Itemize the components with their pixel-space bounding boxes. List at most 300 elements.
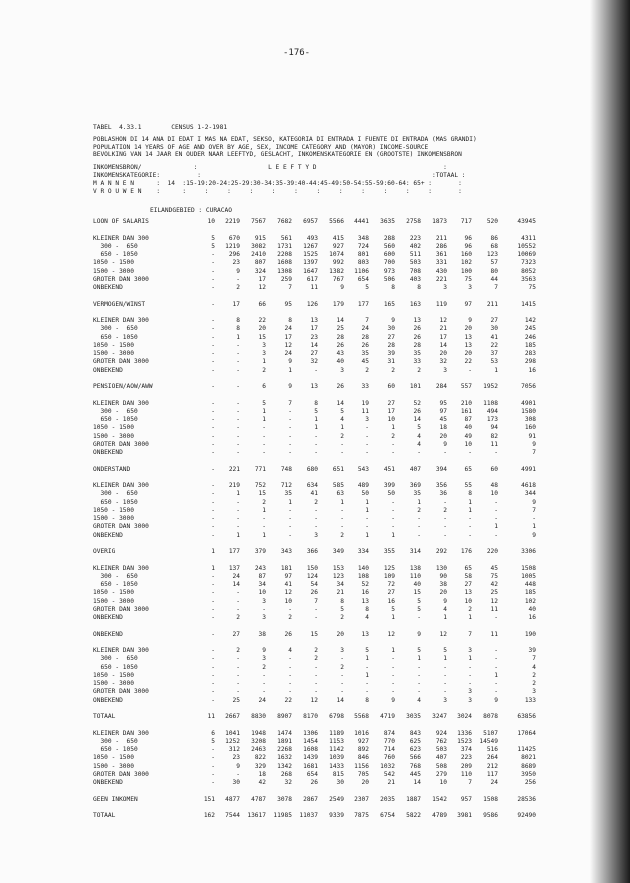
table-cell: 1 — [468, 614, 472, 621]
table-cell: 17 — [387, 407, 395, 415]
table-cell: - — [391, 680, 395, 687]
table-cell: 17 — [232, 300, 240, 308]
table-cell: 2 — [417, 506, 421, 514]
table-row — [93, 565, 563, 573]
table-cell: 8170 — [303, 713, 318, 720]
table-cell: 12 — [284, 341, 292, 349]
table-cell: 11 — [361, 407, 369, 415]
table-cell: 102 — [524, 597, 536, 605]
table-cell: 361 — [435, 251, 447, 258]
table-cell: 11 — [310, 284, 318, 291]
table-cell: 1106 — [354, 267, 369, 275]
table-cell: 2208 — [277, 251, 292, 258]
table-cell: - — [365, 688, 369, 696]
table-cell: 1632 — [277, 754, 292, 762]
table-cell: - — [236, 655, 240, 663]
table-row — [93, 532, 563, 540]
table-cell: - — [494, 531, 498, 539]
row-label: VERMOGEN/WINST — [93, 300, 146, 308]
table-cell: 3 — [314, 531, 318, 539]
table-cell: - — [314, 366, 318, 374]
table-cell: - — [494, 688, 498, 696]
table-cell: 1 — [417, 655, 421, 663]
table-cell: 10 — [439, 779, 447, 786]
table-cell: 3 — [443, 366, 447, 374]
table-cell: 8907 — [277, 713, 292, 720]
table-cell: 1731 — [277, 242, 292, 250]
table-cell: 4 — [288, 647, 292, 654]
table-row — [93, 251, 563, 259]
table-cell: 7 — [288, 399, 292, 407]
table-cell: 927 — [357, 737, 369, 745]
page-number: -176- — [283, 48, 311, 58]
table-cell: 140 — [357, 564, 369, 572]
table-cell: - — [365, 424, 369, 432]
table-cell: 1 — [365, 498, 369, 506]
table-row — [93, 738, 563, 746]
table-cell: 1525 — [303, 251, 318, 258]
table-cell: - — [391, 498, 395, 506]
table-cell: 815 — [332, 770, 344, 778]
row-label: 1500 - 3000 — [93, 680, 134, 687]
area-label: EILANDGEBIED : CURACAO — [150, 207, 232, 214]
column-header-line: M A N N E N : 14 :15-19:20-24:25-29:30-34:35-39:40-44:45-49:50-54:55-59:60-64: 65+ : : — [93, 180, 462, 187]
table-row — [93, 523, 563, 531]
table-cell: 10069 — [517, 251, 536, 258]
table-cell: - — [391, 671, 395, 679]
table-cell: 223 — [460, 754, 472, 762]
table-cell: - — [211, 267, 215, 275]
table-cell: 3035 — [406, 713, 421, 720]
table-cell: - — [365, 449, 369, 456]
table-cell: 14549 — [479, 737, 498, 745]
table-cell: 651 — [332, 465, 344, 473]
table-row — [93, 647, 563, 655]
table-cell: 5822 — [406, 812, 421, 819]
table-cell: 312 — [228, 746, 240, 753]
table-cell: - — [236, 350, 240, 357]
table-cell: - — [211, 630, 215, 638]
table-cell: 1 — [494, 523, 498, 531]
table-cell: 1142 — [329, 746, 344, 753]
table-row — [93, 490, 563, 498]
table-row — [93, 688, 563, 696]
table-cell: 52 — [413, 399, 421, 407]
table-cell: 9 — [443, 440, 447, 448]
table-cell: 329 — [254, 762, 266, 770]
table-cell: 415 — [332, 234, 344, 242]
row-label: 1500 - 3000 — [93, 762, 134, 770]
table-cell: - — [391, 506, 395, 514]
table-row — [93, 350, 563, 358]
table-cell: - — [340, 506, 344, 514]
table-cell: 3 — [262, 341, 266, 349]
table-cell: 75 — [490, 572, 498, 580]
table-cell: 8 — [391, 284, 395, 291]
table-cell: 20 — [464, 350, 472, 357]
table-cell: 292 — [435, 548, 447, 555]
row-label: 300 - 650 — [93, 242, 138, 250]
table-cell: 60 — [387, 383, 395, 390]
table-cell: - — [236, 688, 240, 696]
row-label: ONBEKEND — [93, 630, 123, 638]
table-cell: 27 — [490, 317, 498, 324]
table-cell: 12 — [490, 597, 498, 605]
table-cell: 992 — [332, 259, 344, 267]
table-cell: 11 — [207, 713, 215, 720]
table-cell: 1439 — [303, 754, 318, 762]
table-cell: 874 — [383, 729, 395, 737]
table-cell: 40 — [464, 424, 472, 432]
table-cell: 24 — [232, 572, 240, 580]
table-cell: 1041 — [225, 729, 240, 737]
table-cell: 268 — [280, 770, 292, 778]
table-cell: - — [236, 498, 240, 506]
table-cell: 5 — [443, 647, 447, 654]
table-cell: - — [236, 416, 240, 423]
table-cell: 10 — [207, 218, 215, 225]
table-cell: - — [262, 432, 266, 440]
table-cell: 1 — [365, 655, 369, 663]
row-label: 1050 - 1500 — [93, 754, 134, 762]
table-cell: 142 — [524, 317, 536, 324]
table-cell: 6 — [211, 729, 215, 737]
table-cell: 20 — [258, 325, 266, 333]
table-row — [93, 548, 563, 556]
row-label: GROTER DAN 3000 — [93, 275, 149, 283]
table-row — [93, 433, 563, 441]
table-cell: 7875 — [354, 812, 369, 819]
table-cell: 246 — [524, 333, 536, 341]
table-cell: - — [262, 424, 266, 432]
table-cell: 80 — [490, 267, 498, 275]
table-cell: - — [314, 432, 318, 440]
table-cell: 40 — [413, 581, 421, 588]
table-cell: 16 — [528, 366, 536, 374]
table-cell: 1 — [365, 506, 369, 514]
table-cell: - — [340, 515, 344, 522]
table-cell: 4 — [443, 605, 447, 613]
row-label: 1050 - 1500 — [93, 259, 134, 267]
table-cell: - — [288, 605, 292, 613]
table-row — [93, 441, 563, 449]
table-row — [93, 309, 563, 317]
table-cell: - — [211, 424, 215, 432]
table-cell: - — [468, 449, 472, 456]
row-label: KLEINER DAN 300 — [93, 729, 149, 737]
table-cell: 2 — [365, 366, 369, 374]
table-cell: 543 — [357, 465, 369, 473]
table-cell: 767 — [332, 275, 344, 283]
table-cell: 8021 — [521, 754, 536, 762]
table-row — [93, 540, 563, 548]
row-label: 650 - 1050 — [93, 498, 138, 506]
table-cell: 3306 — [521, 548, 536, 555]
table-cell: - — [236, 597, 240, 605]
row-label: 650 - 1050 — [93, 416, 138, 423]
table-cell: 9 — [391, 696, 395, 704]
table-cell: 42 — [490, 581, 498, 588]
table-cell: 8 — [314, 399, 318, 407]
table-cell: 8 — [236, 325, 240, 333]
table-cell: - — [211, 325, 215, 333]
table-cell: - — [443, 688, 447, 696]
table-cell: 21 — [387, 779, 395, 786]
table-cell: 7682 — [277, 218, 292, 225]
table-cell: 4901 — [521, 399, 536, 407]
table-cell: - — [211, 440, 215, 448]
table-cell: 566 — [409, 754, 421, 762]
table-cell: 57 — [490, 259, 498, 267]
table-cell: 1108 — [483, 399, 498, 407]
table-cell: 4 — [417, 440, 421, 448]
table-cell: 219 — [228, 482, 240, 489]
table-cell: 1454 — [303, 737, 318, 745]
row-label: ONBEKEND — [93, 449, 123, 456]
table-cell: 915 — [254, 234, 266, 242]
table-cell: - — [340, 680, 344, 687]
table-cell: 3 — [340, 647, 344, 654]
table-cell: - — [236, 440, 240, 448]
table-cell: 26 — [336, 383, 344, 390]
table-row — [93, 796, 563, 804]
table-cell: - — [211, 490, 215, 498]
table-cell: - — [417, 614, 421, 621]
table-cell: 124 — [306, 572, 318, 580]
table-cell: 2 — [340, 531, 344, 539]
table-cell: 20 — [439, 589, 447, 597]
table-cell: 22 — [490, 341, 498, 349]
table-cell: 15 — [258, 333, 266, 341]
table-cell: - — [340, 523, 344, 531]
table-cell: 34 — [336, 581, 344, 588]
table-cell: 12 — [310, 696, 318, 704]
table-cell: 1 — [340, 498, 344, 506]
table-cell: 407 — [435, 754, 447, 762]
table-cell: 23 — [232, 259, 240, 267]
table-cell: 22 — [258, 317, 266, 324]
table-row — [93, 301, 563, 309]
table-row — [93, 589, 563, 597]
table-cell: 13 — [361, 630, 369, 638]
table-cell: 298 — [524, 358, 536, 366]
table-cell: 5 — [365, 647, 369, 654]
row-label: PENSIOEN/AOW/AWW — [93, 383, 153, 390]
table-cell: 520 — [486, 218, 498, 225]
table-cell: 33 — [361, 383, 369, 390]
table-cell: 26 — [413, 333, 421, 341]
table-cell: 451 — [383, 465, 395, 473]
table-cell: - — [211, 762, 215, 770]
table-cell: 2 — [314, 647, 318, 654]
table-cell: - — [262, 449, 266, 456]
table-cell: 160 — [524, 424, 536, 432]
row-label: ONBEKEND — [93, 284, 123, 291]
table-cell: - — [211, 581, 215, 588]
table-cell: 44 — [490, 275, 498, 283]
table-cell: 14 — [336, 317, 344, 324]
table-cell: - — [417, 680, 421, 687]
table-cell: 489 — [357, 482, 369, 489]
table-cell: 11 — [490, 630, 498, 638]
table-cell: - — [211, 399, 215, 407]
table-cell: - — [262, 671, 266, 679]
table-row — [93, 334, 563, 342]
table-cell: 374 — [460, 746, 472, 753]
table-cell: 30 — [490, 325, 498, 333]
table-cell: 11985 — [273, 812, 292, 819]
table-cell: 4789 — [432, 812, 447, 819]
table-cell: 50 — [361, 490, 369, 498]
table-cell: 4877 — [225, 795, 240, 803]
table-cell: 153 — [332, 564, 344, 572]
table-cell: 23 — [310, 333, 318, 341]
table-cell: 1 — [262, 531, 266, 539]
table-cell: 402 — [409, 242, 421, 250]
row-label: KLEINER DAN 300 — [93, 399, 149, 407]
table-cell: 221 — [228, 465, 240, 473]
table-cell: 35 — [284, 490, 292, 498]
table-cell: 355 — [383, 548, 395, 555]
table-row — [93, 639, 563, 647]
table-cell: 1 — [262, 407, 266, 415]
table-cell: 399 — [383, 482, 395, 489]
table-row — [93, 614, 563, 622]
title-line: POPULATION 14 YEARS OF AGE AND OVER BY AGE, SEX, INCOME CATEGORY AND (MAYOR) INCOME-SOURCE — [93, 143, 429, 151]
table-cell: 542 — [383, 770, 395, 778]
table-cell: 20 — [361, 779, 369, 786]
table-cell: 17064 — [517, 729, 536, 737]
table-cell: - — [236, 449, 240, 456]
table-cell: - — [236, 680, 240, 687]
table-cell: 314 — [409, 548, 421, 555]
table-cell: 32 — [310, 358, 318, 366]
table-row — [93, 400, 563, 408]
table-cell: 448 — [524, 581, 536, 588]
table-cell: 283 — [524, 350, 536, 357]
table-cell: 2 — [262, 498, 266, 506]
table-cell: 25 — [336, 325, 344, 333]
table-cell: - — [211, 317, 215, 324]
table-cell: - — [211, 383, 215, 390]
table-cell: - — [443, 449, 447, 456]
table-cell: 13 — [361, 597, 369, 605]
table-cell: 3082 — [251, 242, 266, 250]
table-cell: 17 — [284, 333, 292, 341]
table-cell: - — [314, 506, 318, 514]
table-row — [93, 664, 563, 672]
table-cell: 38 — [258, 630, 266, 638]
table-cell: 6 — [262, 383, 266, 390]
table-cell: 256 — [524, 779, 536, 786]
table-cell: - — [211, 614, 215, 621]
table-cell: 288 — [383, 234, 395, 242]
table-row — [93, 631, 563, 639]
table-cell: 2867 — [303, 795, 318, 803]
table-cell: 700 — [383, 259, 395, 267]
table-cell: 3 — [443, 696, 447, 704]
table-cell: 1891 — [277, 737, 292, 745]
row-label: KLEINER DAN 300 — [93, 647, 149, 654]
table-cell: 96 — [464, 234, 472, 242]
table-cell: 8 — [236, 317, 240, 324]
table-cell: 14 — [232, 581, 240, 588]
table-cell: 503 — [435, 746, 447, 753]
table-cell: - — [391, 449, 395, 456]
row-label: GROTER DAN 3000 — [93, 440, 149, 448]
table-cell: 1948 — [251, 729, 266, 737]
table-cell: 503 — [409, 259, 421, 267]
table-cell: - — [288, 515, 292, 522]
table-cell: 1306 — [303, 729, 318, 737]
table-cell: 133 — [524, 696, 536, 704]
table-cell: 130 — [435, 564, 447, 572]
table-cell: 27 — [387, 589, 395, 597]
table-cell: 18 — [439, 424, 447, 432]
table-cell: 2035 — [380, 795, 395, 803]
table-cell: 10 — [387, 416, 395, 423]
table-cell: 3563 — [521, 275, 536, 283]
table-cell: 3 — [532, 688, 536, 696]
table-cell: 14 — [310, 341, 318, 349]
table-cell: - — [211, 498, 215, 506]
row-label: GROTER DAN 3000 — [93, 688, 149, 696]
table-cell: 705 — [357, 770, 369, 778]
table-cell: 54 — [310, 581, 318, 588]
table-row — [93, 482, 563, 490]
table-cell: 19 — [361, 399, 369, 407]
table-cell: - — [468, 671, 472, 679]
row-label: 1500 - 3000 — [93, 597, 134, 605]
table-cell: 4 — [417, 432, 421, 440]
table-row — [93, 358, 563, 366]
row-label: 1050 - 1500 — [93, 424, 134, 432]
table-row — [93, 787, 563, 795]
table-cell: - — [314, 515, 318, 522]
table-cell: 2463 — [251, 746, 266, 753]
table-cell: 13 — [310, 383, 318, 390]
table-cell: 7 — [532, 506, 536, 514]
table-cell: 5568 — [354, 713, 369, 720]
table-cell: 264 — [486, 754, 498, 762]
table-cell: - — [494, 515, 498, 522]
table-cell: 13 — [310, 317, 318, 324]
table-cell: 585 — [332, 482, 344, 489]
table-cell: 1508 — [521, 564, 536, 572]
row-label: GROTER DAN 3000 — [93, 770, 149, 778]
table-cell: 9 — [494, 696, 498, 704]
table-cell: - — [211, 746, 215, 753]
table-cell: 211 — [486, 300, 498, 308]
table-cell: - — [211, 688, 215, 696]
table-cell: 110 — [409, 572, 421, 580]
table-cell: 7 — [494, 284, 498, 291]
table-cell: 2 — [391, 432, 395, 440]
table-cell: 6957 — [303, 218, 318, 225]
table-cell: 279 — [435, 770, 447, 778]
table-cell: 1 — [494, 671, 498, 679]
table-cell: 445 — [409, 770, 421, 778]
table-cell: 26 — [413, 407, 421, 415]
table-cell: 803 — [357, 259, 369, 267]
table-cell: 1 — [340, 424, 344, 432]
table-cell: 4 — [340, 416, 344, 423]
table-row — [93, 606, 563, 614]
table-cell: 8689 — [521, 762, 536, 770]
table-cell: 33 — [413, 358, 421, 366]
table-cell: 654 — [306, 770, 318, 778]
data-table — [93, 218, 563, 820]
